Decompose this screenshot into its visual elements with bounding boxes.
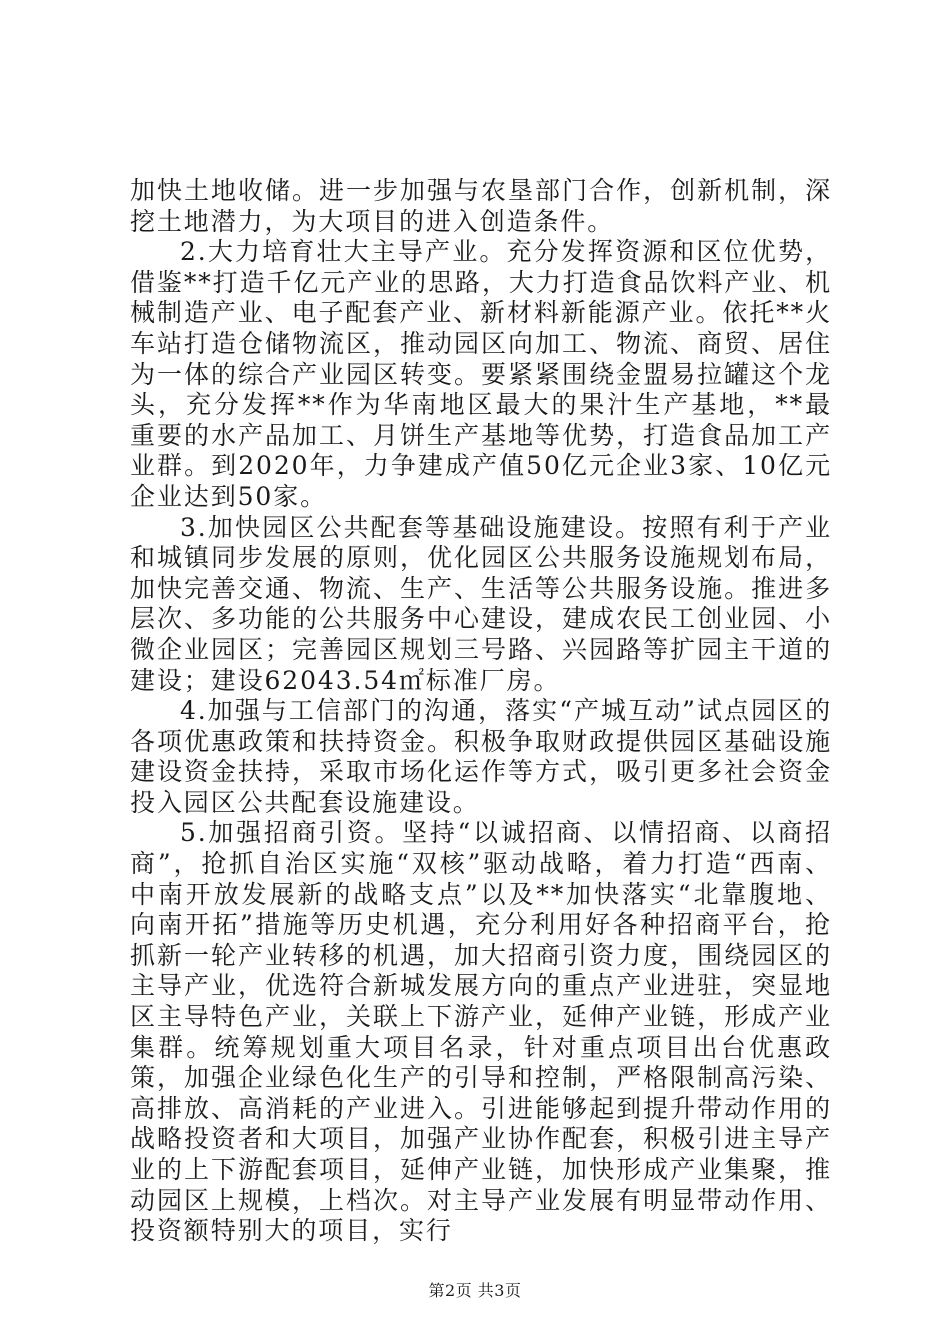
page-footer: 第2页 共3页 bbox=[428, 1281, 522, 1300]
document-body bbox=[130, 176, 832, 1247]
paragraph-item-5: 5.加强招商引资。坚持“以诚招商、以情招商、以商招商”，抢抓自治区实施“双核”驱动战略，着力打造“西南、中南开放发展新的战略支点”以及**加快落实“北靠腹地、向南开拓”措施等历史机遇，充分利用好各种招商平台，抢抓新一轮产业转移的机遇，加大招商引资力度，围绕园区的主导产业，优选符合新城发展方向的重点产业进驻，突显地区主导特色产业，关联上下游产业，延伸产业链，形成产业集群。统筹规划重大项目名录，针对重点项目出台优惠政策，加强企业绿色化生产的引导和控制，严格限制高污染、高排放、高消耗的产业进入。引进能够起到提升带动作用的战略投资者和大项目，加强产业协作配套，积极引进主导产业的上下游配套项目，延伸产业链，加快形成产业集聚，推动园区上规模，上档次。对主导产业发展有明显带动作用、投资额特别大的项目，实行 bbox=[130, 818, 832, 1246]
paragraph-item-3: 3.加快园区公共配套等基础设施建设。按照有利于产业和城镇同步发展的原则，优化园区公共服务设施规划布局，加快完善交通、物流、生产、生活等公共服务设施。推进多层次、多功能的公共服务中心建设，建成农民工创业园、小微企业园区；完善园区规划三号路、兴园路等扩园主干道的建设；建设62043.54㎡标准厂房。 bbox=[130, 512, 832, 695]
paragraph-continuation: 加快土地收储。进一步加强与农垦部门合作，创新机制，深挖土地潜力，为大项目的进入创造条件。 bbox=[130, 176, 832, 236]
paragraph-item-2: 2.大力培育壮大主导产业。充分发挥资源和区位优势，借鉴**打造千亿元产业的思路，大力打造食品饮料产业、机械制造产业、电子配套产业、新材料新能源产业。依托**火车站打造仓储物流区，推动园区向加工、物流、商贸、居住为一体的综合产业园区转变。要紧紧围绕金盟易拉罐这个龙头，充分发挥**作为华南地区最大的果汁生产基地，**最重要的水产品加工、月饼生产基地等优势，打造食品加工产业群。到2020年，力争建成产值50亿元企业3家、10亿元企业达到50家。 bbox=[130, 237, 832, 511]
paragraph-item-4: 4.加强与工信部门的沟通，落实“产城互动”试点园区的各项优惠政策和扶持资金。积极争取财政提供园区基础设施建设资金扶持，采取市场化运作等方式，吸引更多社会资金投入园区公共配套设施建设。 bbox=[130, 696, 832, 817]
